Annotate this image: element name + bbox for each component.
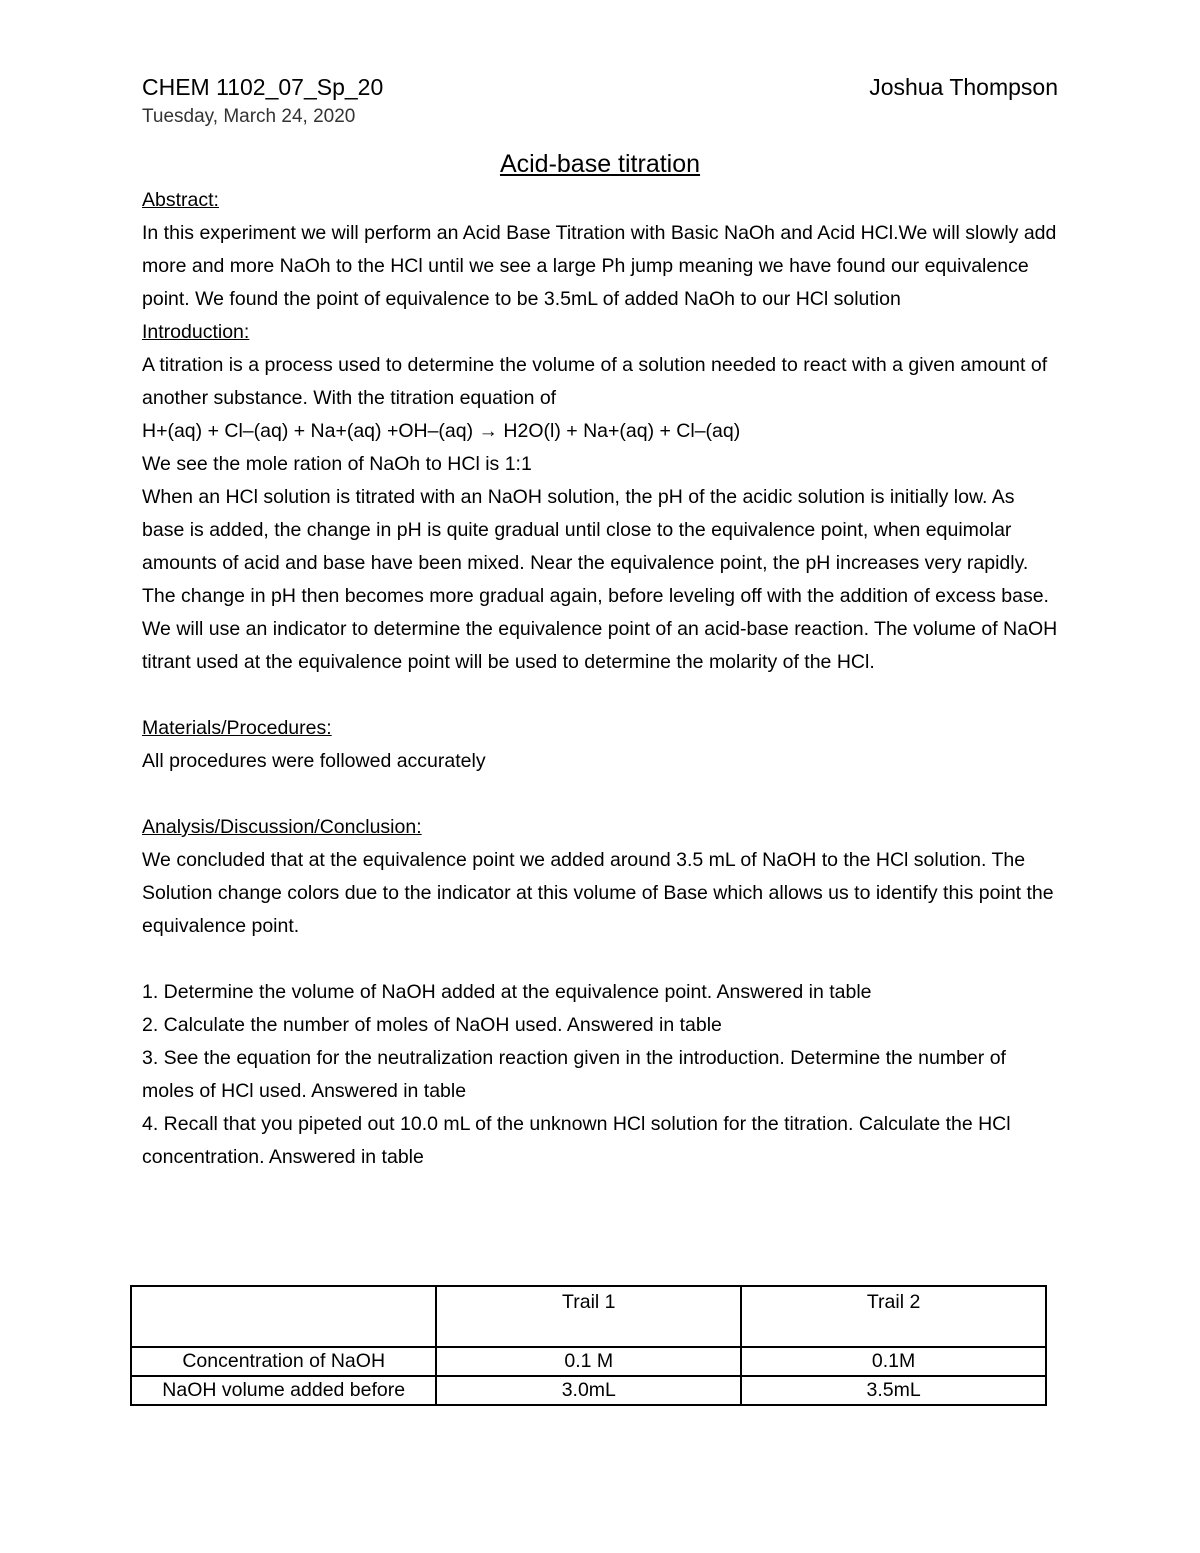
table-cell: 0.1M (741, 1347, 1046, 1376)
table-cell: 0.1 M (436, 1347, 741, 1376)
table-cell: NaOH volume added before (131, 1376, 436, 1405)
results-table (130, 1285, 1047, 1406)
table-row (131, 1376, 1046, 1405)
materials-text: All procedures were followed accurately (142, 750, 486, 772)
materials-heading: Materials/Procedures: (142, 717, 332, 739)
titration-equation: H+(aq) + Cl–(aq) + Na+(aq) +OH–(aq) → H2O(l) + Na+(aq) + Cl–(aq) (142, 420, 741, 442)
question-item: 4. Recall that you pipeted out 10.0 mL of the unknown HCl solution for the titration. Calculate the HCl concentration. Answered in table (142, 1113, 1011, 1168)
analysis-heading: Analysis/Discussion/Conclusion: (142, 816, 422, 838)
spacer (142, 778, 1058, 811)
question-list (142, 976, 1058, 1174)
spacer (142, 943, 1058, 976)
table-header-cell (131, 1286, 436, 1347)
question-item: 3. See the equation for the neutralization reaction given in the introduction. Determine the number of moles of HCl used. Answered in table (142, 1047, 1006, 1102)
introduction-paragraph-1: A titration is a process used to determine the volume of a solution needed to react with a given amount of another substance. With the titration equation of (142, 354, 1048, 409)
analysis-text: We concluded that at the equivalence point we added around 3.5 mL of NaOH to the HCl solution. The Solution change colors due to the indicator at this volume of Base which allows us to identify this point the equivalence point. (142, 849, 1054, 937)
table-cell: 3.0mL (436, 1376, 741, 1405)
spacer (142, 679, 1058, 712)
table-row (131, 1347, 1046, 1376)
introduction-heading: Introduction: (142, 321, 250, 343)
document-body (142, 184, 1058, 1174)
header-row (142, 72, 1058, 102)
table-header-cell: Trail 1 (436, 1286, 741, 1347)
introduction-paragraph-3: When an HCl solution is titrated with an NaOH solution, the pH of the acidic solution is initially low. As base is added, the change in pH is quite gradual until close to the equivalence point, when equimolar amounts of acid and base have been mixed. Near the equivalence point, the pH increases very rapidly. The change in pH then becomes more gradual again, before leveling off with the addition of excess base. We will use an indicator to determine the equivalence point of an acid-base reaction. The volume of NaOH titrant used at the equivalence point will be used to determine the molarity of the HCl. (142, 486, 1058, 673)
abstract-text: In this experiment we will perform an Acid Base Titration with Basic NaOh and Acid HCl.We will slowly add more and more NaOh to the HCl until we see a large Ph jump meaning we have found our equivalence point. We found the point of equivalence to be 3.5mL of added NaOh to our HCl solution (142, 222, 1057, 310)
table-cell: 3.5mL (741, 1376, 1046, 1405)
abstract-heading: Abstract: (142, 189, 219, 211)
document-date: Tuesday, March 24, 2020 (142, 106, 356, 127)
table-cell: Concentration of NaOH (131, 1347, 436, 1376)
table-header-cell: Trail 2 (741, 1286, 1046, 1347)
document-page (142, 72, 1058, 1174)
question-item: 2. Calculate the number of moles of NaOH used. Answered in table (142, 1014, 722, 1036)
introduction-paragraph-2: We see the mole ration of NaOh to HCl is 1:1 (142, 453, 532, 475)
document-title: Acid-base titration (499, 150, 701, 178)
table-header-row (131, 1286, 1046, 1347)
course-code: CHEM 1102_07_Sp_20 (142, 74, 384, 100)
author-name: Joshua Thompson (869, 74, 1058, 100)
question-item: 1. Determine the volume of NaOH added at the equivalence point. Answered in table (142, 981, 872, 1003)
